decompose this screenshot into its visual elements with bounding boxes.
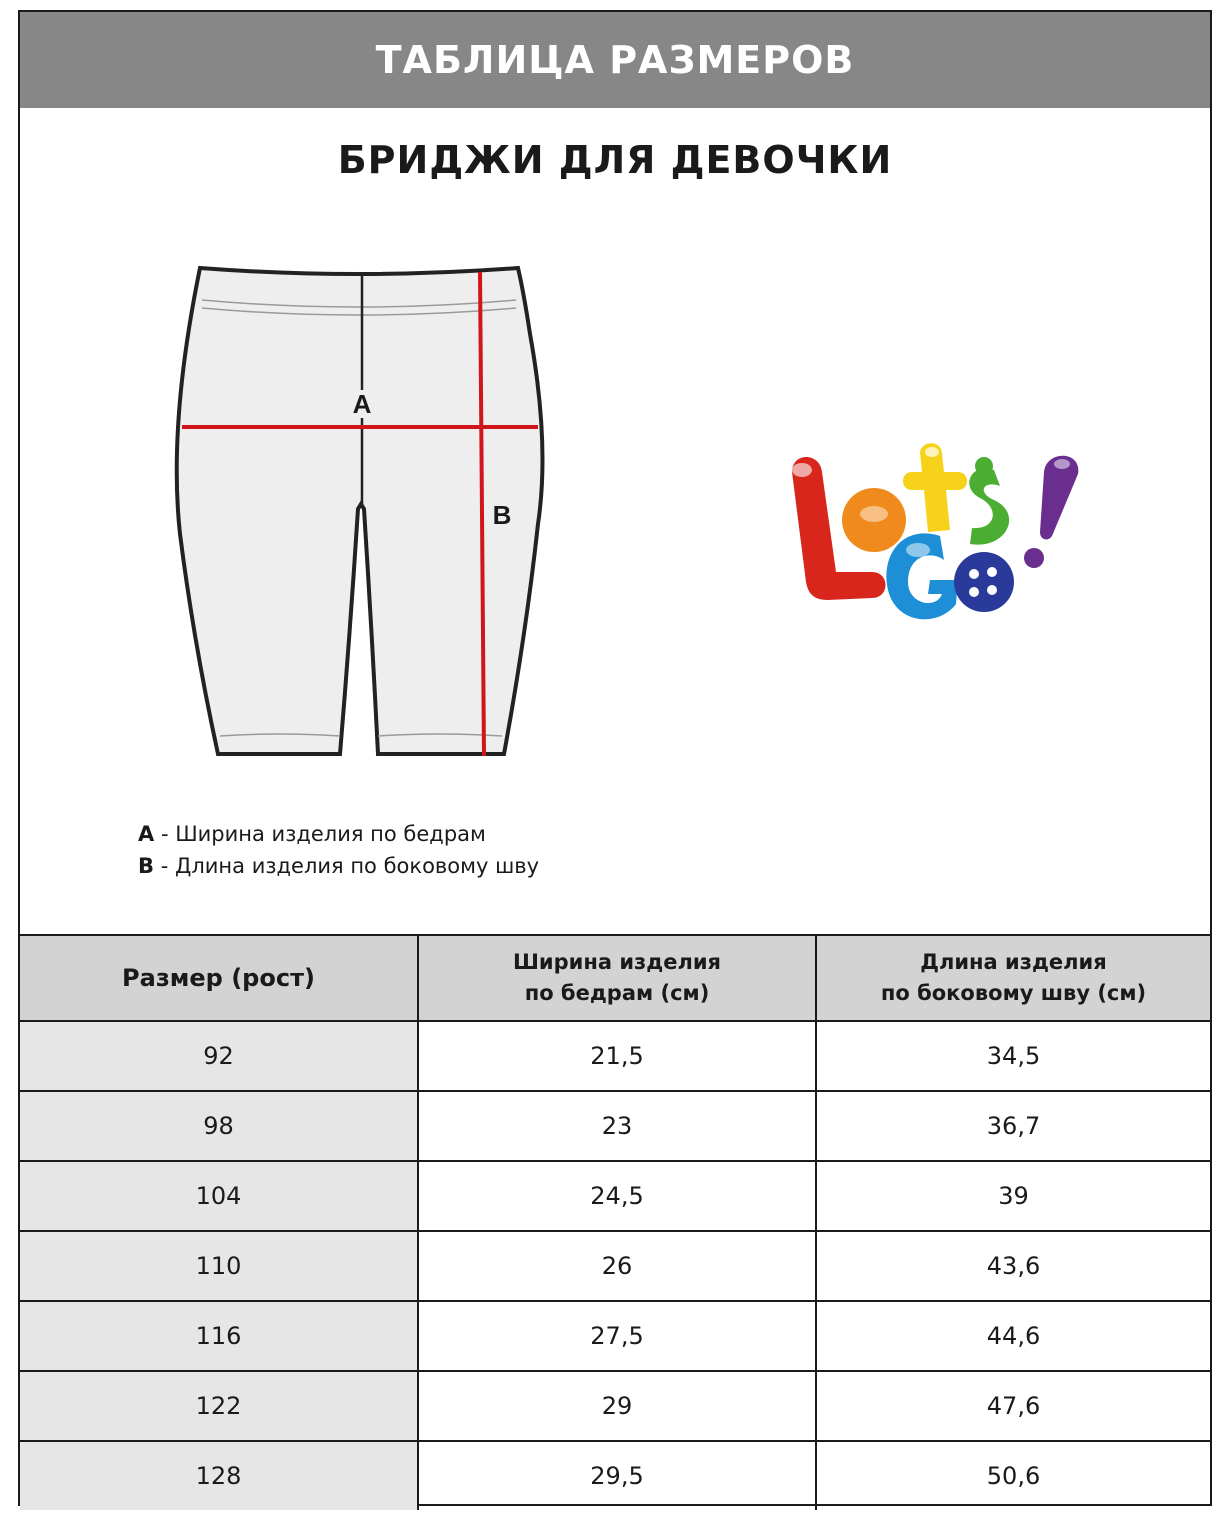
logo-letter-s <box>969 468 1009 544</box>
page-title: ТАБЛИЦА РАЗМЕРОВ <box>375 38 855 82</box>
size-cell: 122 <box>20 1371 418 1441</box>
header-size: Размер (рост) <box>20 935 418 1021</box>
size-cell: 110 <box>20 1231 418 1301</box>
logo-letter-t <box>903 443 967 532</box>
side-length-cell: 44,6 <box>816 1301 1210 1371</box>
hip-width-cell: 23 <box>418 1091 816 1161</box>
side-length-cell: 39 <box>816 1161 1210 1231</box>
table-row <box>20 1091 1210 1161</box>
size-table <box>20 934 1210 1510</box>
header-hip-width: Ширина изделия по бедрам (см) <box>418 935 816 1021</box>
measurement-legend <box>138 818 539 882</box>
hip-width-cell: 26 <box>418 1231 816 1301</box>
side-length-cell: 50,6 <box>816 1441 1210 1510</box>
table-row <box>20 1231 1210 1301</box>
table-header-row <box>20 935 1210 1021</box>
hip-width-cell: 29 <box>418 1371 816 1441</box>
shorts-diagram <box>158 254 548 764</box>
product-title: БРИДЖИ ДЛЯ ДЕВОЧКИ <box>337 138 893 182</box>
size-chart-frame <box>18 10 1212 1506</box>
size-cell: 92 <box>20 1021 418 1091</box>
table-row <box>20 1161 1210 1231</box>
side-length-cell: 34,5 <box>816 1021 1210 1091</box>
table-row <box>20 1371 1210 1441</box>
header-banner <box>20 12 1210 108</box>
size-cell: 98 <box>20 1091 418 1161</box>
side-length-cell: 43,6 <box>816 1231 1210 1301</box>
table-row <box>20 1021 1210 1091</box>
table-row <box>20 1301 1210 1371</box>
legend-item-a: A - Ширина изделия по бедрам <box>138 822 486 846</box>
side-length-cell: 47,6 <box>816 1371 1210 1441</box>
hip-width-cell: 27,5 <box>418 1301 816 1371</box>
legend-item-b: B - Длина изделия по боковому шву <box>138 854 540 878</box>
logo-letter-o <box>954 552 1014 612</box>
size-cell: 128 <box>20 1441 418 1510</box>
table-row <box>20 1441 1210 1510</box>
header-side-length: Длина изделия по боковому шву (см) <box>816 935 1210 1021</box>
hip-width-cell: 29,5 <box>418 1441 816 1510</box>
label-a: A <box>352 389 372 419</box>
hip-width-cell: 21,5 <box>418 1021 816 1091</box>
size-cell: 104 <box>20 1161 418 1231</box>
size-cell: 116 <box>20 1301 418 1371</box>
lets-go-logo <box>762 432 1092 642</box>
label-b: B <box>492 500 512 530</box>
hip-width-cell: 24,5 <box>418 1161 816 1231</box>
side-length-cell: 36,7 <box>816 1091 1210 1161</box>
shorts-outline <box>177 268 543 754</box>
